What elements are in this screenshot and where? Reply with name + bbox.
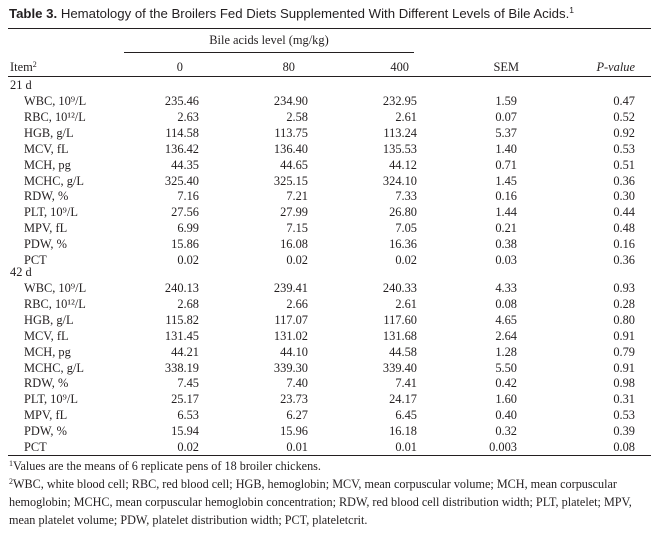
table-row [0, 94, 659, 110]
bottom-rule [8, 455, 651, 456]
value-400: 131.68 [382, 328, 417, 343]
value-400: 7.05 [395, 221, 417, 236]
value-400: 24.17 [389, 392, 417, 407]
value-pvalue: 0.31 [613, 392, 635, 407]
row-label: MCH, pg [24, 157, 71, 172]
table-row [0, 297, 659, 313]
column-header-400: 400 [390, 60, 409, 74]
value-0: 0.02 [177, 253, 199, 267]
value-400: 6.45 [395, 408, 417, 423]
value-pvalue: 0.98 [613, 376, 635, 391]
table-row [0, 376, 659, 392]
value-0: 2.68 [177, 296, 199, 311]
value-sem: 1.28 [495, 344, 517, 359]
value-400: 26.80 [389, 205, 417, 220]
value-400: 117.60 [383, 312, 417, 327]
value-400: 7.41 [395, 376, 417, 391]
value-0: 235.46 [164, 94, 199, 108]
value-80: 113.75 [274, 125, 308, 140]
value-400: 44.12 [389, 157, 417, 172]
value-pvalue: 0.91 [613, 328, 635, 343]
value-sem: 1.44 [495, 205, 517, 220]
value-400: 324.10 [382, 173, 417, 188]
table-row [0, 361, 659, 377]
value-80: 339.30 [273, 360, 308, 375]
value-80: 2.66 [286, 296, 308, 311]
value-pvalue: 0.39 [613, 424, 635, 439]
row-label: HGB, g/L [24, 312, 74, 327]
table-row [0, 424, 659, 440]
value-0: 44.35 [171, 157, 199, 172]
table-row [0, 440, 659, 456]
value-sem: 5.37 [495, 125, 517, 140]
row-label: MCV, fL [24, 141, 69, 156]
value-pvalue: 0.53 [613, 408, 635, 423]
table-title-text: Hematology of the Broilers Fed Diets Supplemented With Different Levels of Bile Acids. [60, 6, 570, 21]
row-label: PLT, 10⁹/L [24, 205, 78, 220]
row-label: MPV, fL [24, 408, 68, 423]
footnote-text: Values are the means of 6 replicate pens of 18 broiler chickens. [13, 459, 321, 473]
column-header-pvalue: P-value [596, 60, 635, 74]
value-pvalue: 0.93 [613, 281, 635, 295]
value-0: 0.02 [177, 440, 199, 454]
value-pvalue: 0.53 [613, 141, 635, 156]
value-sem: 0.003 [489, 440, 517, 454]
value-0: 7.45 [177, 376, 199, 391]
value-sem: 0.32 [495, 424, 517, 439]
value-80: 27.99 [280, 205, 308, 220]
table-title [9, 6, 574, 21]
value-80: 7.15 [286, 221, 308, 236]
value-pvalue: 0.79 [613, 344, 635, 359]
value-sem: 0.71 [495, 157, 517, 172]
value-sem: 4.33 [495, 281, 517, 295]
table-row [0, 110, 659, 126]
value-sem: 2.64 [495, 328, 517, 343]
row-label: RBC, 10¹²/L [24, 296, 86, 311]
table-label: Table 3. [9, 6, 58, 21]
value-80: 15.96 [280, 424, 308, 439]
value-0: 115.82 [165, 312, 199, 327]
value-pvalue: 0.47 [613, 94, 635, 108]
row-label: PDW, % [24, 237, 67, 252]
value-0: 7.16 [177, 189, 199, 204]
row-label: MCV, fL [24, 328, 69, 343]
value-sem: 1.45 [495, 173, 517, 188]
value-400: 7.33 [395, 189, 417, 204]
value-80: 44.10 [280, 344, 308, 359]
column-header-80: 80 [282, 60, 295, 74]
value-0: 6.53 [177, 408, 199, 423]
table-row [0, 142, 659, 158]
value-400: 0.02 [395, 253, 417, 267]
value-80: 239.41 [273, 281, 308, 295]
table-row [0, 281, 659, 297]
row-label: MCHC, g/L [24, 360, 84, 375]
row-label: PDW, % [24, 424, 67, 439]
group-header: Bile acids level (mg/kg) [209, 33, 329, 47]
value-80: 0.01 [286, 440, 308, 454]
item-header-text: Item [10, 60, 33, 74]
value-400: 232.95 [382, 94, 417, 108]
value-0: 44.21 [171, 344, 199, 359]
value-sem: 0.21 [495, 221, 517, 236]
table-row [0, 174, 659, 190]
value-sem: 5.50 [495, 360, 517, 375]
row-label: PCT [24, 253, 47, 267]
value-80: 23.73 [280, 392, 308, 407]
group-rule [124, 52, 414, 53]
value-80: 234.90 [273, 94, 308, 108]
footnote-marker: 2 [9, 477, 13, 486]
value-400: 135.53 [382, 141, 417, 156]
value-80: 136.40 [273, 141, 308, 156]
value-pvalue: 0.91 [613, 360, 635, 375]
value-80: 117.07 [274, 312, 308, 327]
value-400: 113.24 [383, 125, 417, 140]
table-row [0, 189, 659, 205]
value-sem: 0.38 [495, 237, 517, 252]
row-label: PCT [24, 440, 47, 454]
value-0: 240.13 [164, 281, 199, 295]
value-400: 44.58 [389, 344, 417, 359]
value-80: 44.65 [280, 157, 308, 172]
row-label: MPV, fL [24, 221, 68, 236]
row-label: MCH, pg [24, 344, 71, 359]
value-0: 338.19 [164, 360, 199, 375]
footnote-2 [9, 475, 654, 529]
value-400: 2.61 [395, 296, 417, 311]
value-0: 325.40 [164, 173, 199, 188]
table-row [0, 237, 659, 253]
header-rule [8, 76, 651, 77]
row-label: RDW, % [24, 376, 69, 391]
table-row [0, 408, 659, 424]
value-sem: 0.40 [495, 408, 517, 423]
section-label: 21 d [10, 78, 32, 92]
value-80: 0.02 [286, 253, 308, 267]
value-80: 131.02 [273, 328, 308, 343]
value-0: 2.63 [177, 109, 199, 124]
table-row [0, 205, 659, 221]
top-rule [8, 28, 651, 29]
value-sem: 4.65 [495, 312, 517, 327]
section-label: 42 d [10, 265, 32, 279]
column-header-sem: SEM [493, 60, 519, 74]
value-sem: 0.42 [495, 376, 517, 391]
footnote-1 [9, 457, 321, 475]
table-row [0, 392, 659, 408]
table-row [0, 253, 659, 269]
value-sem: 1.40 [495, 141, 517, 156]
value-sem: 0.03 [495, 253, 517, 267]
value-pvalue: 0.30 [613, 189, 635, 204]
value-pvalue: 0.52 [613, 109, 635, 124]
row-label: MCHC, g/L [24, 173, 84, 188]
footnote-text: WBC, white blood cell; RBC, red blood cell; HGB, hemoglobin; MCV, mean corpuscular volume; MCH, mean corpuscular hemoglobin; MCHC, mean corpuscular hemoglobin concentration; RDW, red blood cell distribution width; PLT, platelet; MPV, mean platelet volume; PDW, platelet distribution width; PCT, plateletcrit. [9, 477, 632, 527]
value-80: 2.58 [286, 109, 308, 124]
value-400: 339.40 [382, 360, 417, 375]
table-row [0, 329, 659, 345]
value-400: 16.18 [389, 424, 417, 439]
value-80: 6.27 [286, 408, 308, 423]
table-row [0, 221, 659, 237]
value-pvalue: 0.48 [613, 221, 635, 236]
value-pvalue: 0.92 [613, 125, 635, 140]
title-footnote-marker: 1 [569, 5, 574, 15]
value-pvalue: 0.36 [613, 253, 635, 267]
value-400: 240.33 [382, 281, 417, 295]
row-label: RDW, % [24, 189, 69, 204]
table-row [0, 313, 659, 329]
value-400: 16.36 [389, 237, 417, 252]
value-400: 0.01 [395, 440, 417, 454]
row-label: PLT, 10⁹/L [24, 392, 78, 407]
value-0: 131.45 [164, 328, 199, 343]
value-pvalue: 0.08 [613, 440, 635, 454]
value-0: 114.58 [165, 125, 199, 140]
value-pvalue: 0.51 [613, 157, 635, 172]
item-column-header [10, 60, 37, 75]
value-pvalue: 0.36 [613, 173, 635, 188]
value-pvalue: 0.80 [613, 312, 635, 327]
value-0: 27.56 [171, 205, 199, 220]
value-sem: 0.08 [495, 296, 517, 311]
table-row [0, 126, 659, 142]
value-80: 7.21 [286, 189, 308, 204]
value-0: 15.94 [171, 424, 199, 439]
value-400: 2.61 [395, 109, 417, 124]
value-0: 6.99 [177, 221, 199, 236]
value-sem: 1.60 [495, 392, 517, 407]
column-header-0: 0 [176, 60, 183, 74]
value-0: 15.86 [171, 237, 199, 252]
value-sem: 0.16 [495, 189, 517, 204]
value-pvalue: 0.44 [613, 205, 635, 220]
row-label: WBC, 10⁹/L [24, 94, 87, 108]
table-row [0, 345, 659, 361]
value-0: 136.42 [164, 141, 199, 156]
value-pvalue: 0.16 [613, 237, 635, 252]
value-sem: 1.59 [495, 94, 517, 108]
value-80: 325.15 [273, 173, 308, 188]
value-80: 16.08 [280, 237, 308, 252]
value-sem: 0.07 [495, 109, 517, 124]
item-footnote-marker: 2 [32, 60, 37, 69]
table-row [0, 158, 659, 174]
footnote-marker: 1 [9, 459, 13, 468]
row-label: WBC, 10⁹/L [24, 281, 87, 295]
value-pvalue: 0.28 [613, 296, 635, 311]
value-80: 7.40 [286, 376, 308, 391]
row-label: RBC, 10¹²/L [24, 109, 86, 124]
row-label: HGB, g/L [24, 125, 74, 140]
value-0: 25.17 [171, 392, 199, 407]
